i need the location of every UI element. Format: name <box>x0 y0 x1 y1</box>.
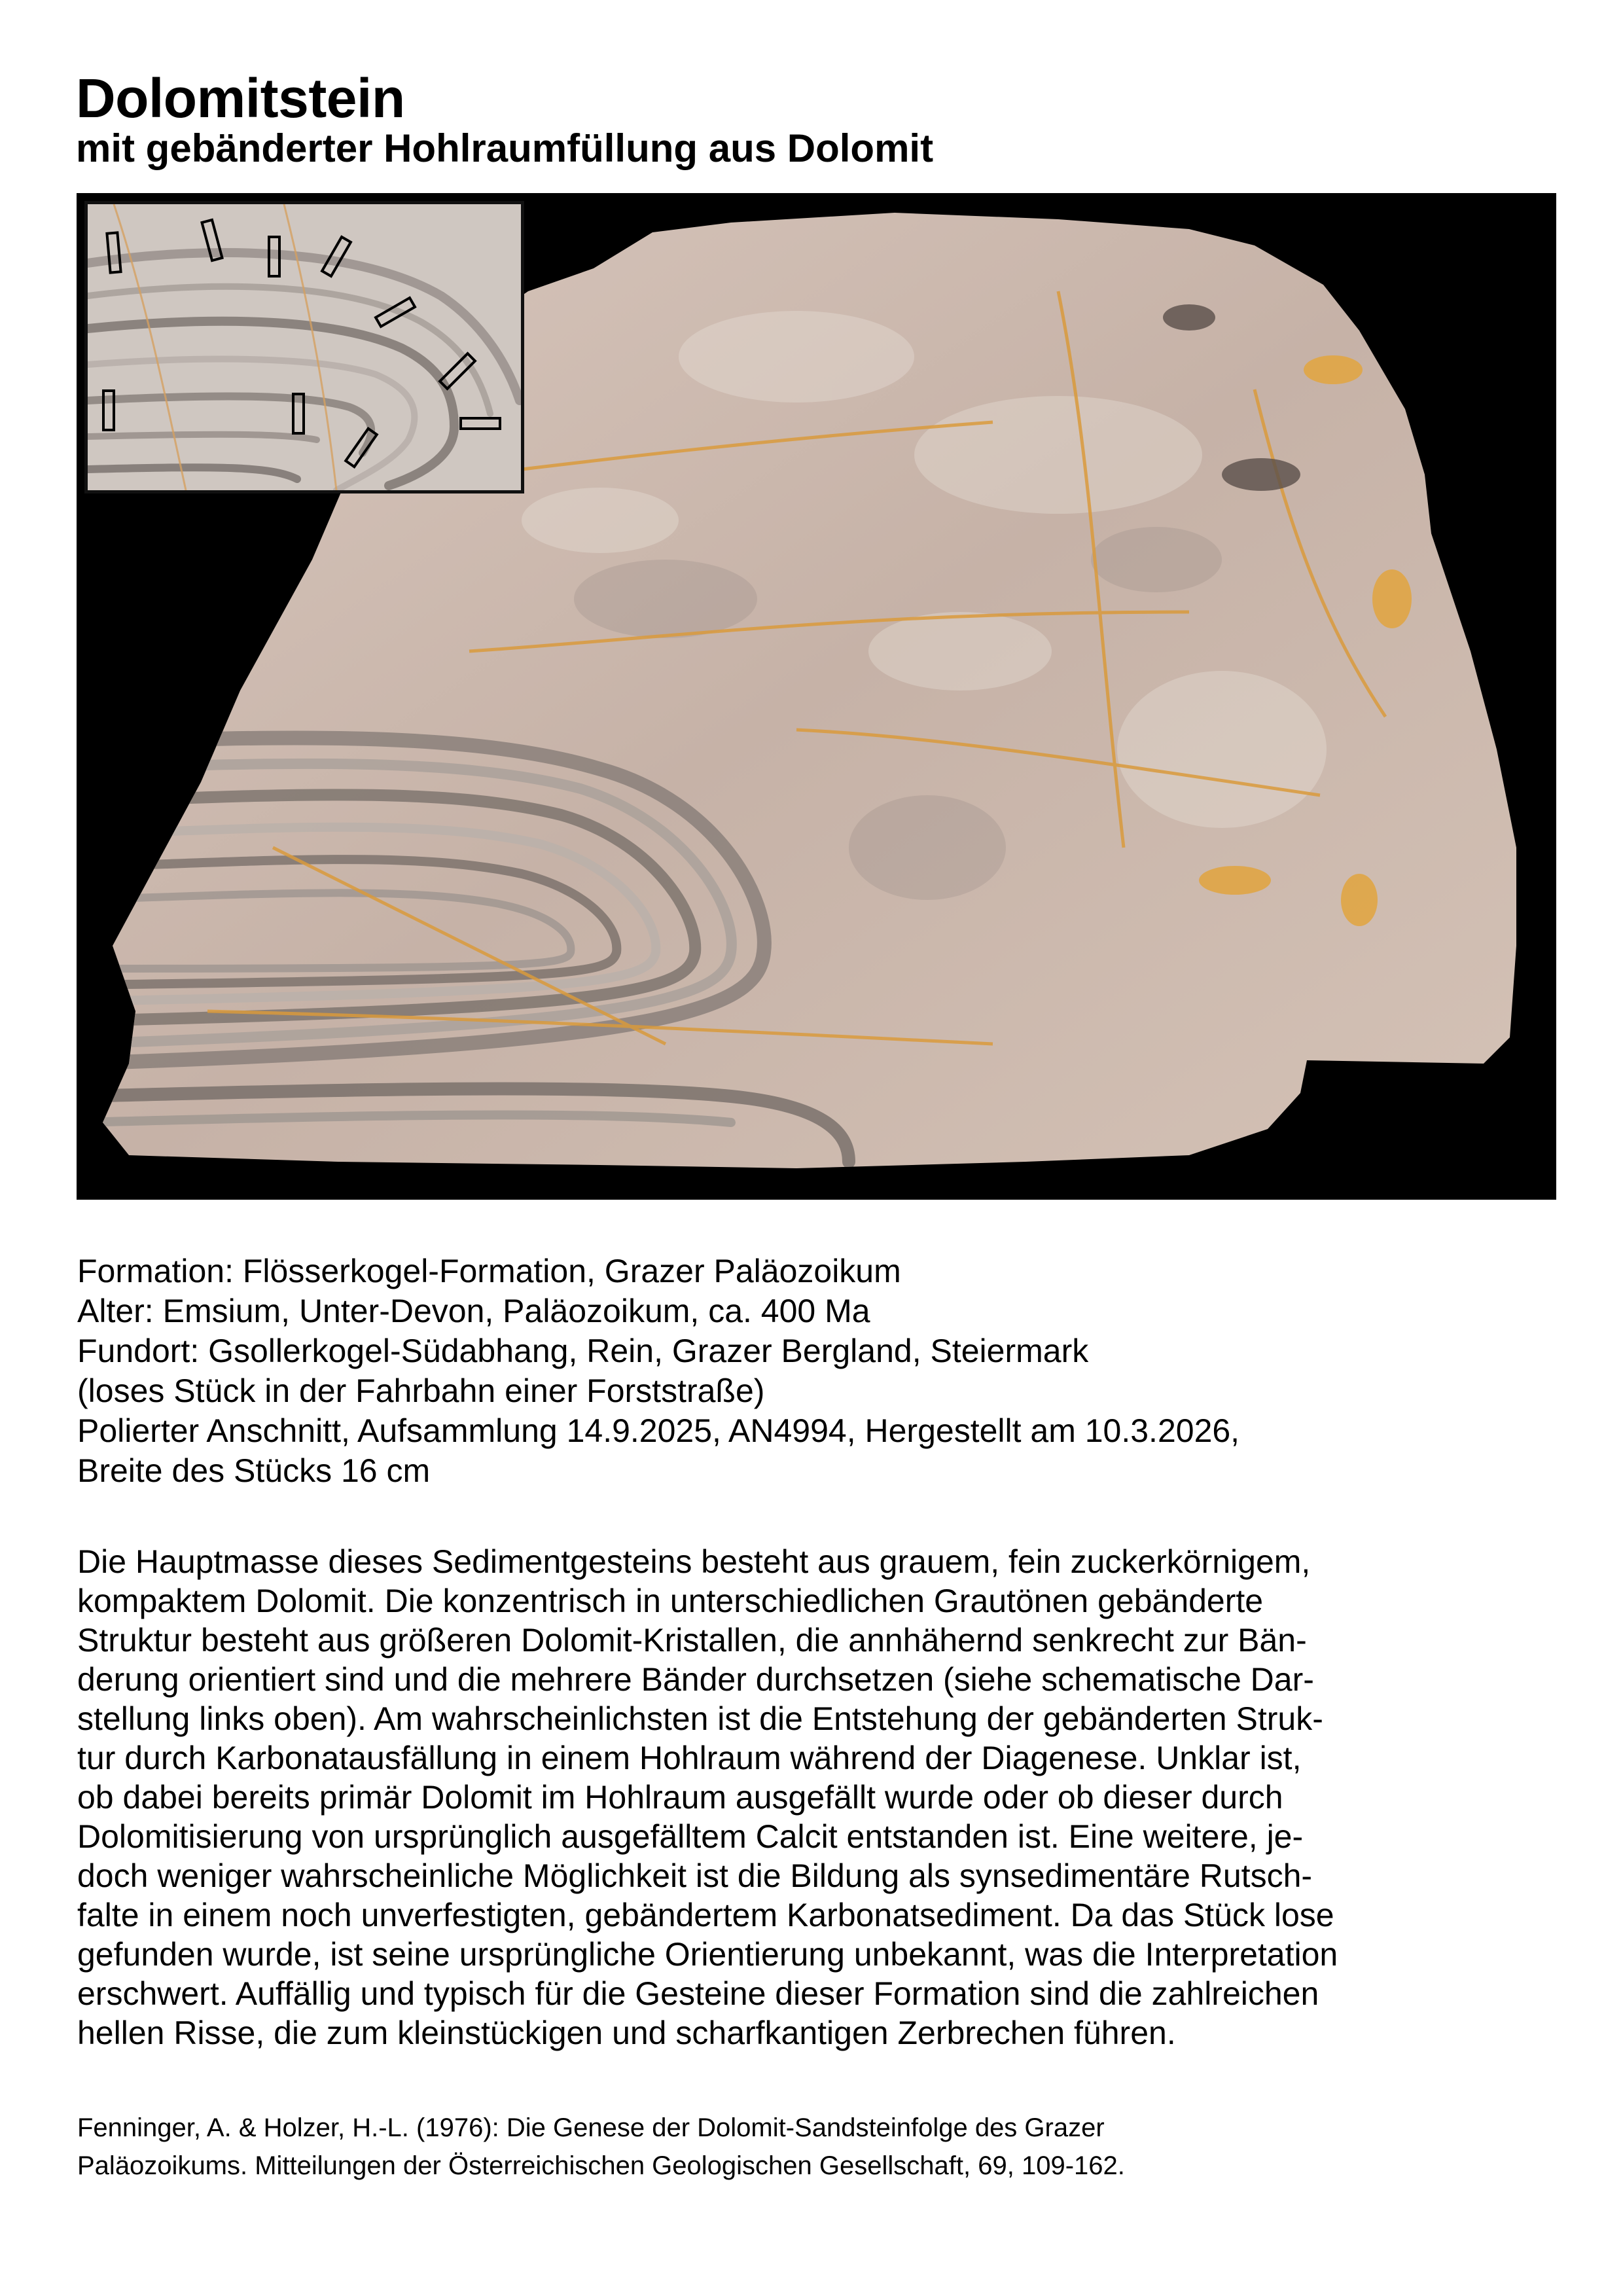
description-line: kompaktem Dolomit. Die konzentrisch in unterschiedlichen Grautönen gebänderte <box>77 1583 1264 1619</box>
meta-locality: Fundort: Gsollerkogel-Südabhang, Rein, Grazer Bergland, Steiermark <box>77 1333 1089 1369</box>
description-line: falte in einem noch unverfestigten, gebändertem Karbonatsediment. Da das Stück lose <box>77 1897 1334 1933</box>
description-paragraph <box>77 1542 1556 2053</box>
description-line: stellung links oben). Am wahrscheinlichsten ist die Entstehung der gebänderten Struk- <box>77 1700 1323 1737</box>
meta-locality-note: (loses Stück in der Fahrbahn einer Forststraße) <box>77 1372 765 1409</box>
description-line: Die Hauptmasse dieses Sedimentgesteins besteht aus grauem, fein zuckerkörnigem, <box>77 1543 1311 1580</box>
specimen-metadata <box>77 1251 1550 1491</box>
meta-age: Alter: Emsium, Unter-Devon, Paläozoikum, ca. 400 Ma <box>77 1293 870 1329</box>
description-line: erschwert. Auffällig und typisch für die Gesteine dieser Formation sind die zahlreichen <box>77 1975 1319 2012</box>
meta-width: Breite des Stücks 16 cm <box>77 1452 431 1489</box>
page-subtitle: mit gebänderter Hohlraumfüllung aus Dolomit <box>76 126 934 170</box>
meta-preparation: Polierter Anschnitt, Aufsammlung 14.9.2025, AN4994, Hergestellt am 10.3.2026, <box>77 1412 1240 1449</box>
reference-line: Paläozoikums. Mitteilungen der Österreichischen Geologischen Gesellschaft, 69, 109-162. <box>77 2151 1125 2180</box>
description-line: derung orientiert sind und die mehrere Bänder durchsetzen (siehe schematische Dar- <box>77 1661 1314 1698</box>
rock-specimen-photo <box>77 193 1556 1200</box>
description-line: Struktur besteht aus größeren Dolomit-Kristallen, die annhähernd senkrecht zur Bän- <box>77 1622 1307 1659</box>
description-line: tur durch Karbonatausfällung in einem Hohlraum während der Diagenese. Unklar ist, <box>77 1740 1302 1776</box>
description-line: ob dabei bereits primär Dolomit im Hohlraum ausgefällt wurde oder ob dieser durch <box>77 1779 1283 1816</box>
reference-line: Fenninger, A. & Holzer, H.-L. (1976): Die Genese der Dolomit-Sandsteinfolge des Grazer <box>77 2113 1105 2142</box>
crystal-orientation-schematic <box>88 204 521 490</box>
meta-formation: Formation: Flösserkogel-Formation, Grazer Paläozoikum <box>77 1253 901 1289</box>
description-line: Dolomitisierung von ursprünglich ausgefälltem Calcit entstanden ist. Eine weitere, je- <box>77 1818 1304 1855</box>
description-line: doch weniger wahrscheinliche Möglichkeit ist die Bildung als synsedimentäre Rutsch- <box>77 1857 1313 1894</box>
schematic-inset <box>84 201 524 493</box>
literature-reference <box>77 2109 1550 2185</box>
description-line: hellen Risse, die zum kleinstückigen und scharfkantigen Zerbrechen führen. <box>77 2015 1176 2051</box>
page-title: Dolomitstein <box>76 67 405 129</box>
description-line: gefunden wurde, ist seine ursprüngliche Orientierung unbekannt, was die Interpretation <box>77 1936 1338 1973</box>
